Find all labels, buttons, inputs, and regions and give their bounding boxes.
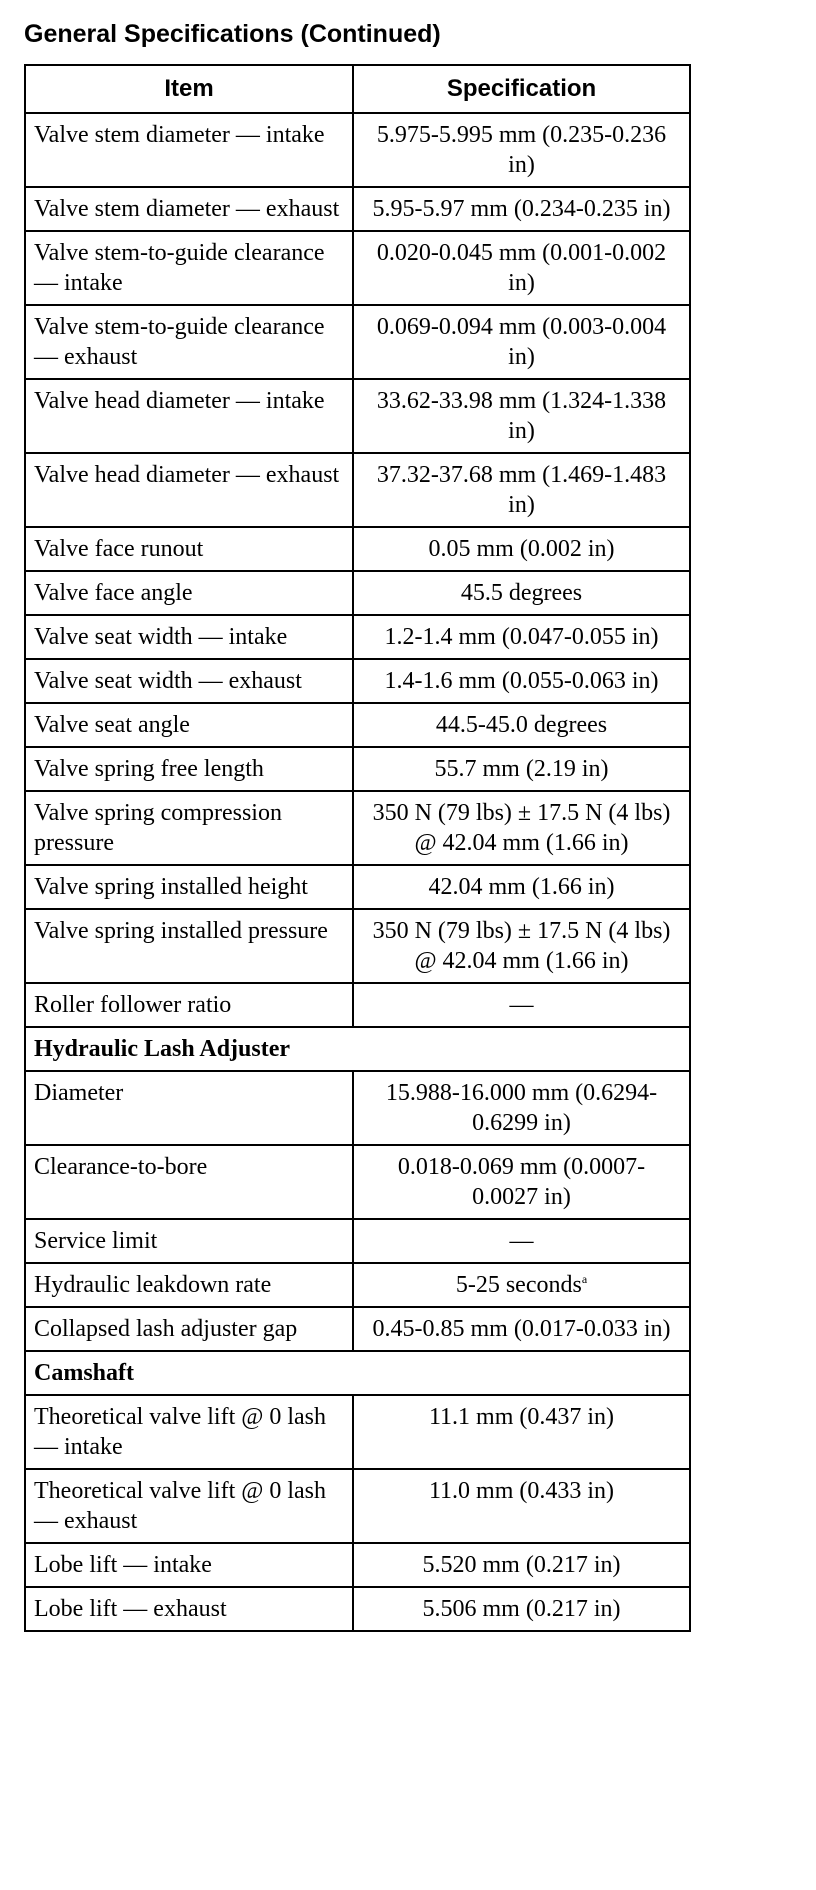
item-cell: Lobe lift — intake [25,1543,353,1587]
spec-cell: 0.018-0.069 mm (0.0007-0.0027 in) [353,1145,690,1219]
table-row [25,1263,690,1307]
table-row [25,231,690,305]
item-cell: Valve seat angle [25,703,353,747]
spec-cell: 5.95-5.97 mm (0.234-0.235 in) [353,187,690,231]
table-row [25,909,690,983]
item-cell: Theoretical valve lift @ 0 lash — intake [25,1395,353,1469]
table-row [25,453,690,527]
section-header-row [25,1351,690,1395]
table-row [25,1395,690,1469]
item-cell: Collapsed lash adjuster gap [25,1307,353,1351]
item-cell: Valve spring free length [25,747,353,791]
table-row [25,187,690,231]
section-title-camshaft: Camshaft [25,1351,690,1395]
spec-cell: 45.5 degrees [353,571,690,615]
spec-cell: 5.506 mm (0.217 in) [353,1587,690,1631]
spec-cell: — [353,1219,690,1263]
table-row [25,1587,690,1631]
specifications-table [24,64,691,1632]
item-cell: Valve stem-to-guide clearance — intake [25,231,353,305]
item-cell: Roller follower ratio [25,983,353,1027]
spec-cell: 11.0 mm (0.433 in) [353,1469,690,1543]
table-row [25,983,690,1027]
item-cell: Valve spring compression pressure [25,791,353,865]
table-row [25,1307,690,1351]
spec-cell: 33.62-33.98 mm (1.324-1.338 in) [353,379,690,453]
table-row [25,113,690,187]
spec-cell: 350 N (79 lbs) ± 17.5 N (4 lbs) @ 42.04 mm (1.66 in) [353,791,690,865]
item-cell: Service limit [25,1219,353,1263]
table-row [25,791,690,865]
spec-cell: 350 N (79 lbs) ± 17.5 N (4 lbs) @ 42.04 mm (1.66 in) [353,909,690,983]
footnote-marker: a [581,1272,588,1286]
section-title-hydraulic-lash-adjuster: Hydraulic Lash Adjuster [25,1027,690,1071]
spec-cell: 44.5-45.0 degrees [353,703,690,747]
table-row [25,527,690,571]
item-cell: Valve spring installed pressure [25,909,353,983]
item-cell: Valve face angle [25,571,353,615]
table-row [25,1543,690,1587]
table-header-row [25,65,690,113]
table-row [25,1219,690,1263]
spec-value: 5-25 seconds [455,1272,582,1298]
item-cell: Clearance-to-bore [25,1145,353,1219]
table-row [25,747,690,791]
page-title: General Specifications (Continued) [24,20,441,48]
spec-cell: 42.04 mm (1.66 in) [353,865,690,909]
spec-cell: 55.7 mm (2.19 in) [353,747,690,791]
item-cell: Valve spring installed height [25,865,353,909]
spec-cell: — [353,983,690,1027]
item-cell: Lobe lift — exhaust [25,1587,353,1631]
spec-cell: 0.05 mm (0.002 in) [353,527,690,571]
item-cell: Hydraulic leakdown rate [25,1263,353,1307]
spec-cell: 15.988-16.000 mm (0.6294-0.6299 in) [353,1071,690,1145]
table-row [25,615,690,659]
table-row [25,1071,690,1145]
table-row [25,703,690,747]
table-row [25,1145,690,1219]
item-cell: Valve stem diameter — exhaust [25,187,353,231]
section-header-row [25,1027,690,1071]
item-cell: Valve seat width — intake [25,615,353,659]
item-cell: Diameter [25,1071,353,1145]
item-cell: Valve seat width — exhaust [25,659,353,703]
item-cell: Valve face runout [25,527,353,571]
spec-cell [353,1263,690,1307]
spec-cell: 5.520 mm (0.217 in) [353,1543,690,1587]
spec-cell: 5.975-5.995 mm (0.235-0.236 in) [353,113,690,187]
spec-cell: 11.1 mm (0.437 in) [353,1395,690,1469]
table-row [25,379,690,453]
item-cell: Valve stem-to-guide clearance — exhaust [25,305,353,379]
item-cell: Valve stem diameter — intake [25,113,353,187]
spec-cell: 1.4-1.6 mm (0.055-0.063 in) [353,659,690,703]
table-row [25,571,690,615]
item-cell: Valve head diameter — exhaust [25,453,353,527]
table-row [25,1469,690,1543]
spec-cell: 0.45-0.85 mm (0.017-0.033 in) [353,1307,690,1351]
spec-cell: 1.2-1.4 mm (0.047-0.055 in) [353,615,690,659]
table-row [25,305,690,379]
column-header-specification: Specification [353,65,690,113]
spec-cell: 37.32-37.68 mm (1.469-1.483 in) [353,453,690,527]
column-header-item: Item [25,65,353,113]
table-row [25,865,690,909]
item-cell: Theoretical valve lift @ 0 lash — exhaust [25,1469,353,1543]
item-cell: Valve head diameter — intake [25,379,353,453]
table-row [25,659,690,703]
spec-cell: 0.069-0.094 mm (0.003-0.004 in) [353,305,690,379]
spec-cell: 0.020-0.045 mm (0.001-0.002 in) [353,231,690,305]
